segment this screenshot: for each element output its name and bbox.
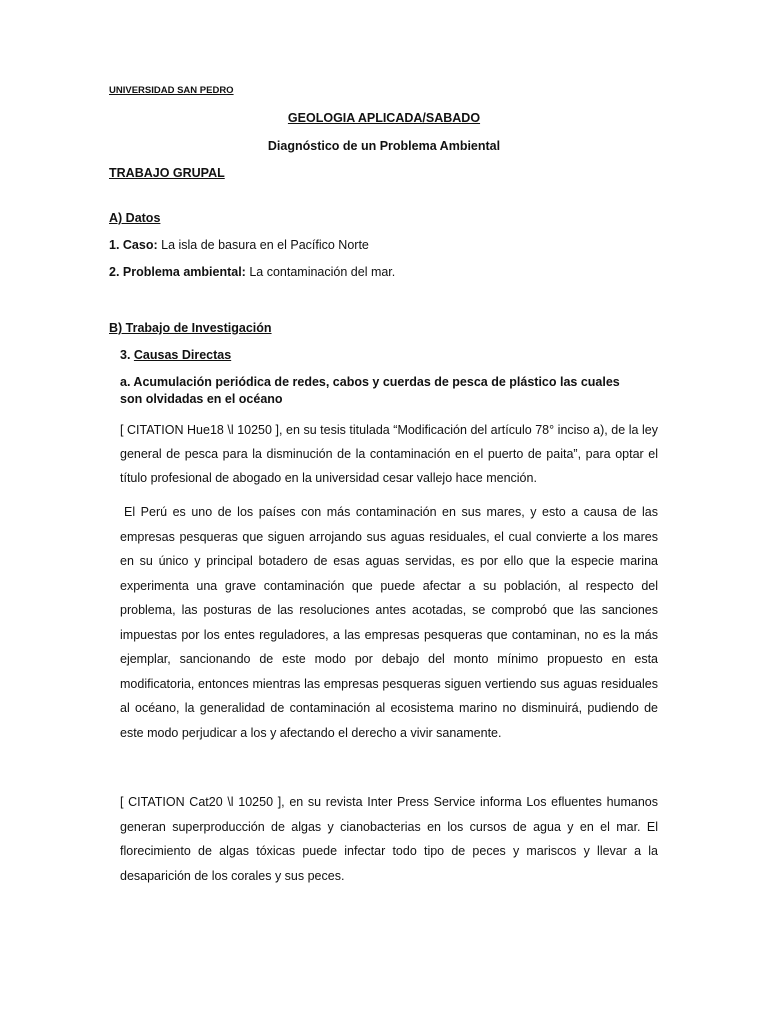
data-item-label: 1. Caso: [109,238,158,252]
data-item-label: 2. Problema ambiental: [109,265,246,279]
section-a-heading: A) Datos [109,211,161,225]
causes-number: 3. [120,348,134,362]
section-b-heading: B) Trabajo de Investigación [109,321,272,335]
work-type-heading: TRABAJO GRUPAL [109,166,225,180]
paragraph-citation-cat20: [ CITATION Cat20 \l 10250 ], en su revista Inter Press Service informa Los efluentes humanos generan superproducción de algas y cianobacterias en los cursos de agua y en el mar. El florecimiento de algas tóxicas puede infectar todo tipo de peces y mariscos y llevar a la desaparición de los corales y sus peces. [120,795,658,883]
data-item-text: La isla de basura en el Pacífico Norte [157,238,369,252]
university-name: UNIVERSIDAD SAN PEDRO [109,85,234,96]
causes-label: Causas Directas [133,348,232,362]
data-item-problem [109,265,395,280]
paragraph-peru-contamination: El Perú es uno de los países con más contaminación en sus mares, y esto a causa de las empresas pesqueras que siguen arrojando sus aguas residuales, el cual convierte a los mares en su único y principal botadero de esas aguas servidas, es por ello que la especie marina experimenta una grave contaminación que puede afectar a su población, al respecto del problema, las posturas de las resoluciones antes acotadas, se comprobó que las sanciones impuestas por los entes reguladores, a las empresas pesqueras que contaminan, no es la más ejemplar, sancionando de este modo por debajo del monto mínimo propuesto en esta modificatoria, entonces mientras las empresas pesqueras siguen vertiendo sus aguas residuales al océano, la generalidad de contaminación al ecosistema marino no disminuirá, pudiendo de este modo perjudicar a los y afectando el derecho a vivir sanamente. [120,505,658,740]
paragraph-citation-hue18: [ CITATION Hue18 \l 10250 ], en su tesis titulada “Modificación del artículo 78° inciso a), de la ley general de pesca para la disminución de la contaminación en el puerto de paita”, para optar el título profesional de abogado en la universidad cesar vallejo hace mención. [120,423,658,485]
data-item-text: La contaminación del mar. [245,265,396,279]
causes-heading [120,348,231,363]
cause-item-a: a. Acumulación periódica de redes, cabos y cuerdas de pesca de plástico las cuales son olvidadas en el océano [120,375,620,406]
course-title: GEOLOGIA APLICADA/SABADO [287,111,481,125]
data-item-case [109,238,369,253]
document-subtitle: Diagnóstico de un Problema Ambiental [267,139,501,153]
